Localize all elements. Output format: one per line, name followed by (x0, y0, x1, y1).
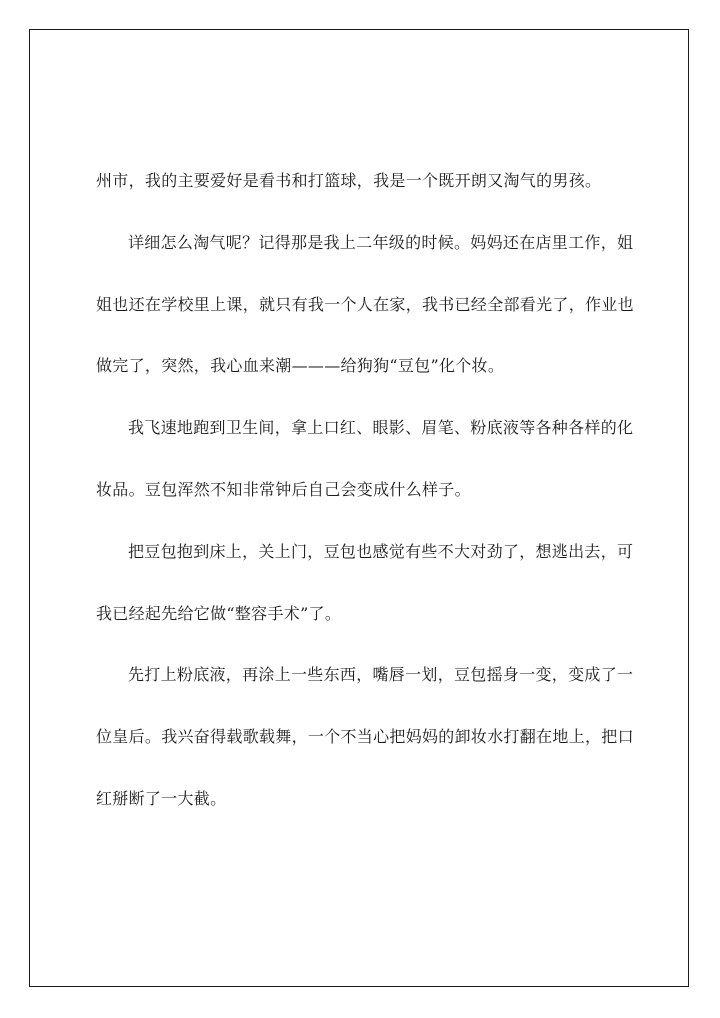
paragraph-1: 州市，我的主要爱好是看书和打篮球，我是一个既开朗又淘气的男孩。 (96, 171, 602, 190)
paragraph-4: 把豆包抱到床上，关上门，豆包也感觉有些不大对劲了，想逃出去，可我已经起先给它做“整容手术”了。 (96, 541, 634, 623)
paragraph-5: 先打上粉底液，再涂上一些东西，嘴唇一划，豆包摇身一变，变成了一位皇后。我兴奋得载歌载舞，一个不当心把妈妈的卸妆水打翻在地上，把口红掰断了一大截。 (96, 665, 634, 808)
document-body (96, 150, 642, 830)
paragraph-3: 我飞速地跑到卫生间，拿上口红、眼影、眉笔、粉底液等各种各样的化妆品。豆包浑然不知非常钟后自己会变成什么样子。 (96, 418, 634, 499)
paragraph-2: 详细怎么淘气呢？记得那是我上二年级的时候。妈妈还在店里工作，姐姐也还在学校里上课，就只有我一个人在家，我书已经全部看光了，作业也做完了，突然，我心血来潮———给狗狗“豆包”化个妆。 (96, 232, 634, 376)
document-page (29, 29, 689, 987)
